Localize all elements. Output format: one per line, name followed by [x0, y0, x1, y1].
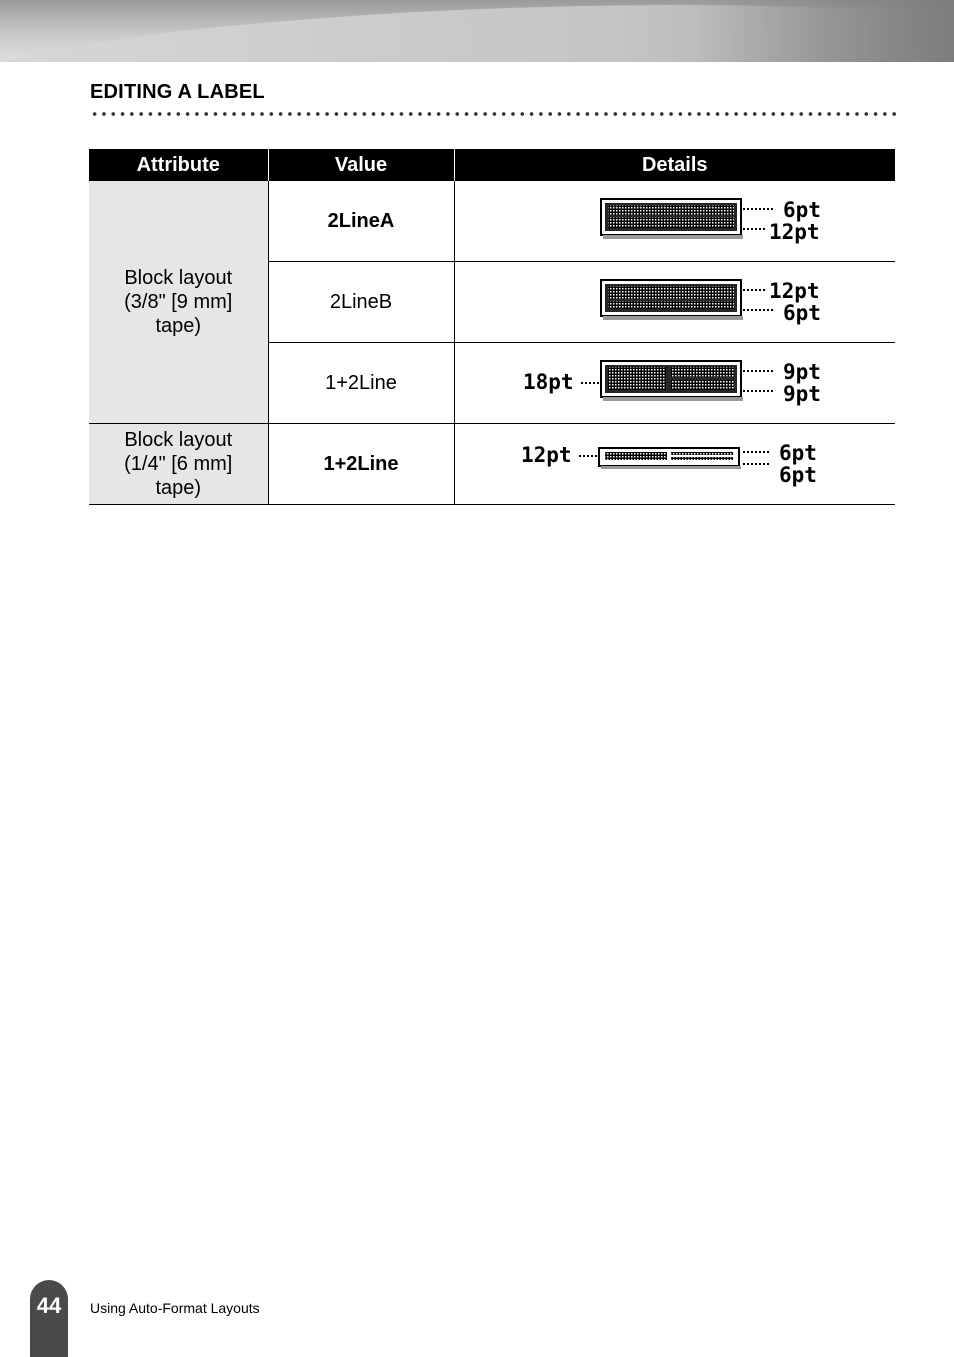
value-cell: 2LineA	[268, 181, 454, 262]
font-size-bottom: 9pt	[782, 382, 821, 406]
font-size-bottom: 6pt	[782, 301, 821, 325]
font-size-left: 18pt	[522, 370, 574, 394]
font-size-top: 9pt	[782, 360, 821, 384]
details-cell	[454, 262, 895, 343]
column-header-details: Details	[454, 149, 895, 181]
font-size-top: 6pt	[782, 198, 821, 222]
column-header-attribute: Attribute	[89, 149, 268, 181]
details-cell	[454, 343, 895, 424]
table-row	[89, 181, 895, 262]
attribute-text: Block layout (3/8" [9 mm] tape)	[124, 267, 233, 337]
table-header-row	[89, 149, 895, 181]
font-size-bottom: 6pt	[778, 463, 817, 487]
layout-table	[89, 149, 895, 505]
label-layout-illustration	[595, 195, 835, 247]
table-row	[89, 424, 895, 505]
top-banner	[0, 0, 954, 62]
dotted-divider	[90, 111, 896, 117]
footer-chapter-title: Using Auto-Format Layouts	[90, 1300, 260, 1316]
label-layout-illustration	[595, 276, 835, 328]
font-size-top: 6pt	[778, 441, 817, 465]
attribute-text: Block layout (1/4" [6 mm] tape)	[124, 429, 233, 499]
details-cell	[454, 181, 895, 262]
label-layout-illustration	[519, 357, 835, 409]
page-number: 44	[36, 1293, 62, 1318]
attribute-cell	[89, 181, 268, 424]
font-size-top: 12pt	[768, 279, 820, 303]
details-cell	[454, 424, 895, 505]
value-cell: 1+2Line	[268, 343, 454, 424]
value-cell: 1+2Line	[268, 424, 454, 505]
font-size-left: 12pt	[520, 443, 572, 467]
value-cell: 2LineB	[268, 262, 454, 343]
label-layout-illustration	[517, 438, 835, 490]
section-title: EDITING A LABEL	[90, 81, 265, 103]
font-size-bottom: 12pt	[768, 220, 820, 244]
banner-fade	[694, 0, 954, 62]
attribute-cell	[89, 424, 268, 505]
column-header-value: Value	[268, 149, 454, 181]
